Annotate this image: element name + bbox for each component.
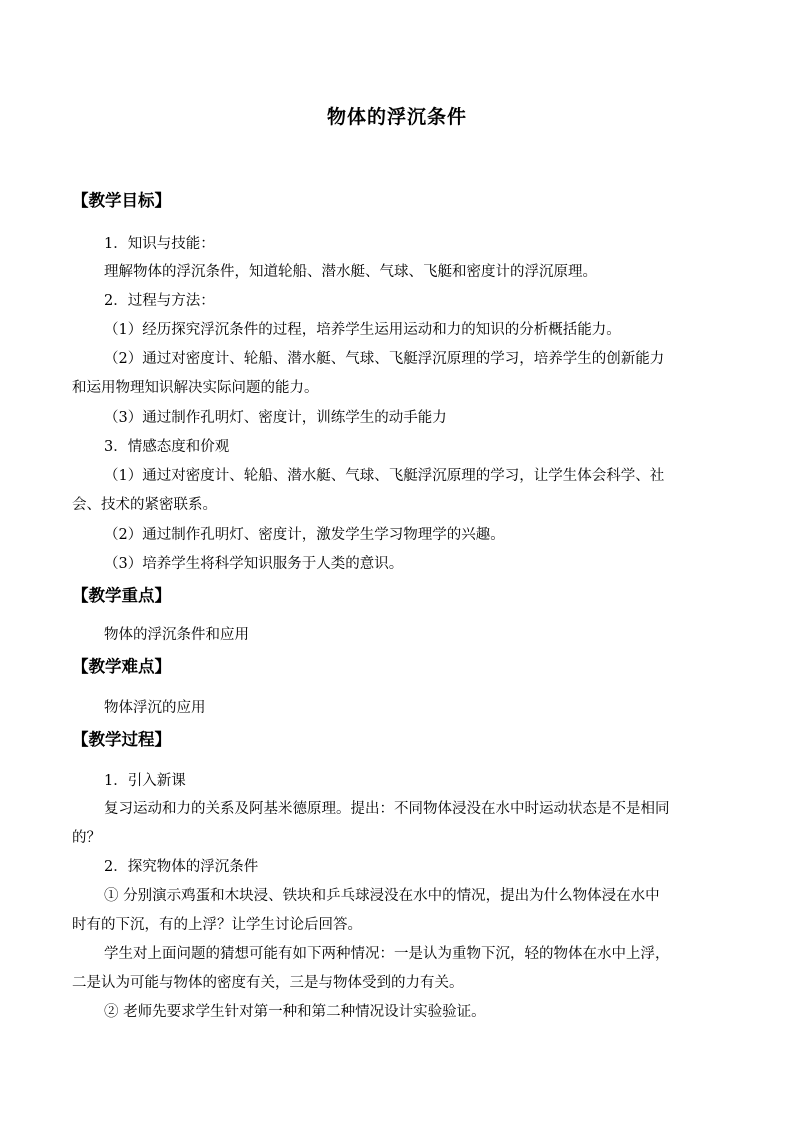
paragraph-line: ① 分别演示鸡蛋和木块浸、铁块和乒乓球浸没在水中的情况，提出为什么物体浸在水中 xyxy=(104,888,660,904)
paragraph-line: ② 老师先要求学生针对第一种和第二种情况设计实验验证。 xyxy=(104,1004,486,1020)
paragraph-line: 2．过程与方法： xyxy=(104,293,215,309)
paragraph-line: 二是认为可能与物体的密度有关，三是与物体受到的力有关。 xyxy=(72,975,464,991)
heading-key-points: 【教学重点】 xyxy=(72,586,171,605)
paragraph-line: 的？ xyxy=(72,830,101,846)
paragraph-line: （3）通过制作孔明灯、密度计，训练学生的动手能力 xyxy=(104,410,447,426)
document-title: 物体的浮沉条件 xyxy=(326,106,467,128)
paragraph-line: （3）培养学生将科学知识服务于人类的意识。 xyxy=(104,556,404,572)
paragraph-line: 物体的浮沉条件和应用 xyxy=(104,627,249,643)
paragraph-line: （1）通过对密度计、轮船、潜水艇、气球、飞艇浮沉原理的学习，让学生体会科学、社 xyxy=(104,468,665,484)
paragraph-line: 复习运动和力的关系及阿基米德原理。提出：不同物体浸没在水中时运动状态是不是相同 xyxy=(104,801,670,817)
paragraph-line: 物体浮沉的应用 xyxy=(104,700,206,716)
paragraph-line: 和运用物理知识解决实际问题的能力。 xyxy=(72,380,319,396)
paragraph-line: 学生对上面问题的猜想可能有如下两种情况：一是认为重物下沉，轻的物体在水中上浮， xyxy=(104,946,670,962)
paragraph-line: 1．知识与技能： xyxy=(104,236,215,252)
paragraph-line: （2）通过对密度计、轮船、潜水艇、气球、飞艇浮沉原理的学习，培养学生的创新能力 xyxy=(104,351,665,367)
heading-objectives: 【教学目标】 xyxy=(72,191,171,210)
heading-difficulties: 【教学难点】 xyxy=(72,657,171,676)
paragraph-line: 3．情感态度和价观 xyxy=(104,439,230,455)
paragraph-line: 理解物体的浮沉条件，知道轮船、潜水艇、气球、飞艇和密度计的浮沉原理。 xyxy=(104,264,597,280)
paragraph-line: 2．探究物体的浮沉条件 xyxy=(104,859,259,875)
paragraph-line: （2）通过制作孔明灯、密度计，激发学生学习物理学的兴趣。 xyxy=(104,527,505,543)
paragraph-line: （1）经历探究浮沉条件的过程，培养学生运用运动和力的知识的分析概括能力。 xyxy=(104,322,621,338)
paragraph-line: 时有的下沉，有的上浮？让学生讨论后回答。 xyxy=(72,917,362,933)
heading-process: 【教学过程】 xyxy=(72,730,171,749)
paragraph-line: 会、技术的紧密联系。 xyxy=(72,497,217,513)
paragraph-line: 1．引入新课 xyxy=(104,773,186,789)
